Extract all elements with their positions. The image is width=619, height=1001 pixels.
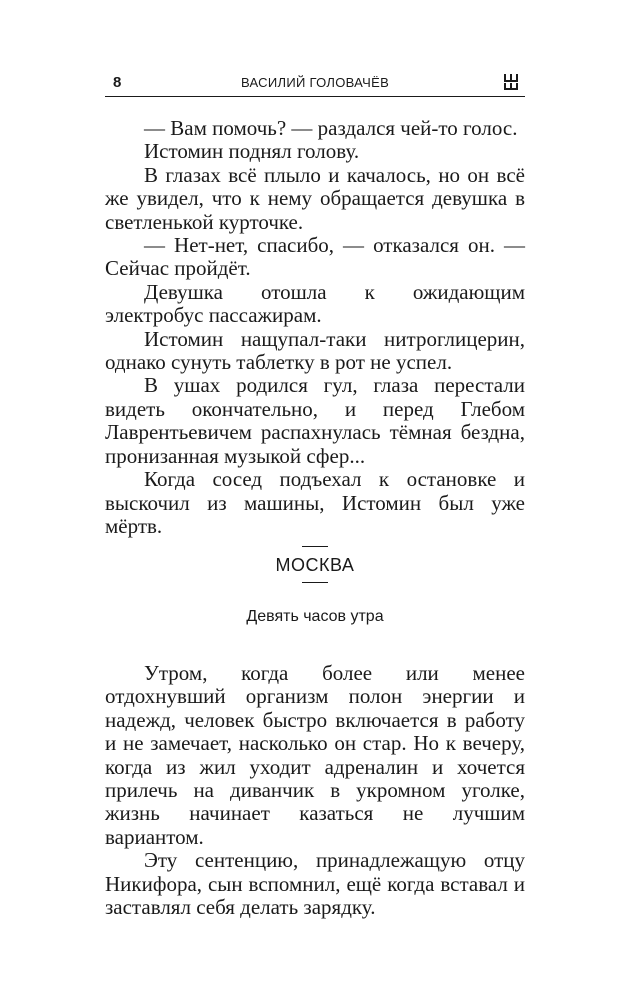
text-block-2	[105, 662, 525, 919]
paragraph: Истомин поднял голову.	[144, 139, 360, 164]
paragraph: Истомин нащупал-таки нитроглицерин, однако сунуть таблетку в рот не успел.	[105, 326, 525, 375]
paragraph: Когда сосед подъехал к остановке и выскочил из машины, Истомин был уже мёртв.	[105, 467, 525, 538]
paragraph: Девушка отошла к ожидающим электробус пассажирам.	[105, 279, 525, 328]
paragraph: — Вам помочь? — раздался чей-то голос.	[144, 116, 518, 140]
chapter-heading	[105, 546, 525, 583]
page-number: 8	[113, 74, 122, 91]
paragraph: В ушах родился гул, глаза перестали видеть окончательно, и перед Глебом Лаврентьевичем распахнулась тёмная бездна, пронизанная музыкой сфер...	[105, 373, 525, 468]
publisher-logo-icon	[503, 73, 519, 90]
rule-bottom	[302, 582, 328, 583]
paragraph: Эту сентенцию, принадлежащую отцу Никифора, сын вспомнил, ещё когда вставал и заставлял себя делать зарядку.	[105, 848, 525, 920]
paragraph: — Нет-нет, спасибо, — отказался он. — Сейчас пройдёт.	[105, 233, 525, 281]
rule-top	[302, 546, 328, 547]
paragraph: В глазах всё плыло и качалось, но он всё же увидел, что к нему обращается девушка в светленькой курточке.	[105, 162, 525, 234]
chapter-title: МОСКВА	[275, 555, 355, 575]
text-block-1	[105, 117, 525, 538]
running-head: ВАСИЛИЙ ГОЛОВАЧЁВ	[240, 75, 390, 90]
page-header	[105, 70, 525, 97]
paragraph: Утром, когда более или менее отдохнувший организм полон энергии и надежд, человек быстро включается в работу и не замечает, насколько он стар. Но к вечеру, когда из жил уходит адреналин и хочется прилечь на диванчик в укромном уголке, жизнь начинает казаться не лучшим вариантом.	[105, 661, 525, 849]
chapter-subtitle: Девять часов утра	[246, 608, 384, 625]
